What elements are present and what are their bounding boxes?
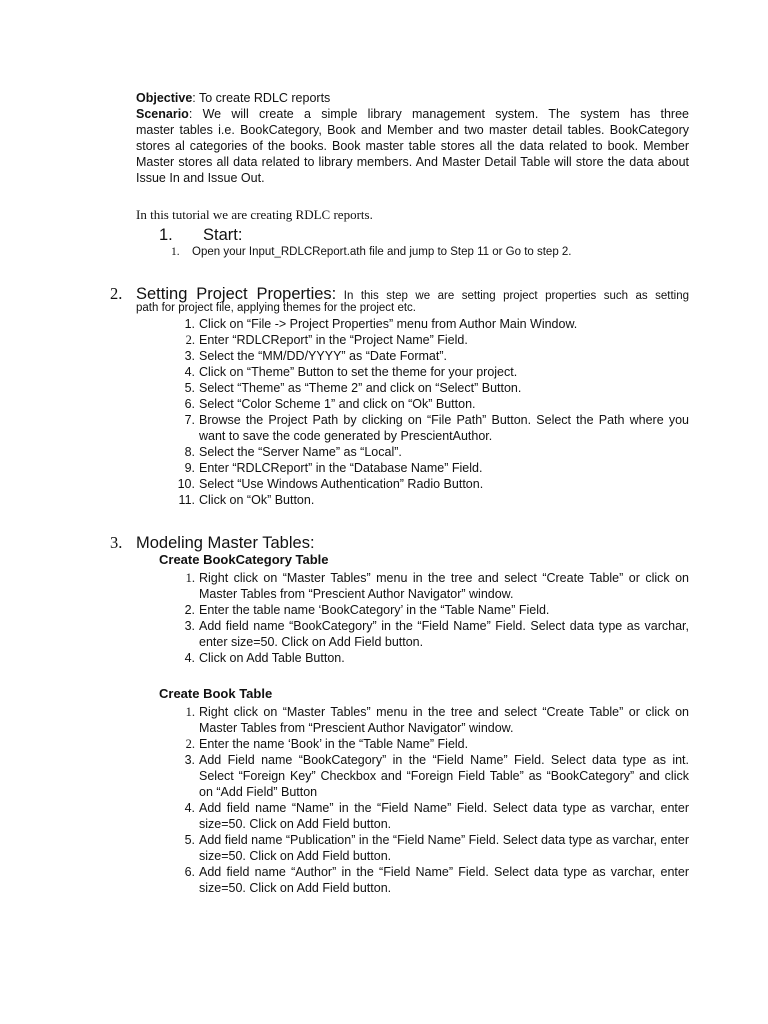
list-item <box>185 570 689 602</box>
step-number: 9. <box>184 461 195 475</box>
list-item <box>178 492 689 508</box>
list-item <box>184 348 689 364</box>
section2-number: 2. <box>110 284 123 303</box>
step-text: Select “Theme” as “Theme 2” and click on “Select” Button. <box>199 381 522 395</box>
list-item <box>184 800 689 832</box>
section2-desc-second: path for project file, applying themes for the project etc. <box>136 302 416 314</box>
section3-title: Modeling Master Tables: <box>136 534 315 552</box>
list-item <box>184 380 689 396</box>
step-number: 4. <box>184 801 195 815</box>
step-number: 7. <box>184 413 195 427</box>
step-number: 3. <box>184 753 195 767</box>
step-text: Click on “Theme” Button to set the theme for your project. <box>199 365 518 379</box>
list-item <box>184 444 689 460</box>
step-number: 1. <box>184 317 195 331</box>
tutorial-line: In this tutorial we are creating RDLC reports. <box>136 207 373 222</box>
list-item <box>184 752 689 800</box>
step-number: 2. <box>185 333 195 347</box>
section2-title: Setting Project Properties: <box>136 285 337 303</box>
list-item <box>184 364 689 380</box>
list-item <box>177 476 689 492</box>
step-text: Select “Color Scheme 1” and click on “Ok” Button. <box>199 397 476 411</box>
step-number: 1. <box>171 246 180 258</box>
step-number: 5. <box>184 833 195 847</box>
step-text: Click on “Ok” Button. <box>199 493 315 507</box>
list-item <box>184 832 689 864</box>
step-text: Right click on “Master Tables” menu in the tree and select “Create Table” or click on Master Tables from “Prescient Author Navigator” window. <box>199 705 689 735</box>
subsection-title-book: Create Book Table <box>159 686 273 701</box>
subsection-steps-bookcategory <box>184 570 689 666</box>
step-text: Add field name “Publication” in the “Field Name” Field. Select data type as varchar, enter size=50. Click on Add Field button. <box>199 833 689 863</box>
step-number: 1. <box>185 571 195 585</box>
step-number: 2. <box>184 603 195 617</box>
step-text: Enter the table name ‘BookCategory’ in the “Table Name” Field. <box>199 603 550 617</box>
step-text: Browse the Project Path by clicking on “File Path” Button. Select the Path where you want to save the code generated by PrescientAuthor. <box>199 413 689 443</box>
list-item <box>184 602 689 618</box>
step-text: Right click on “Master Tables” menu in the tree and select “Create Table” or click on Master Tables from “Prescient Author Navigator” window. <box>199 571 689 601</box>
step-text: Add field name “BookCategory” in the “Field Name” Field. Select data type as varchar, enter size=50. Click on Add Field button. <box>199 619 689 649</box>
section3-number: 3. <box>110 533 123 552</box>
subsection-steps-book <box>184 704 689 896</box>
list-item <box>184 460 689 476</box>
step-number: 6. <box>184 397 195 411</box>
step-text: Select “Use Windows Authentication” Radio Button. <box>199 477 484 491</box>
step-text: Add field name “Author” in the “Field Name” Field. Select data type as varchar, enter size=50. Click on Add Field button. <box>199 865 689 895</box>
subsection-title-bookcategory: Create BookCategory Table <box>159 552 329 567</box>
step-number: 1. <box>185 705 195 719</box>
step-number: 3. <box>184 349 195 363</box>
scenario-label: Scenario <box>136 107 189 121</box>
list-item <box>185 736 689 752</box>
list-item <box>185 704 689 736</box>
section2-desc-first: In this step we are setting project properties such as setting <box>336 290 689 302</box>
section1-number: 1. <box>159 226 173 244</box>
step-text: Enter “RDLCReport” in the “Project Name” Field. <box>199 333 468 347</box>
list-item <box>184 650 689 666</box>
step-number: 4. <box>184 651 195 665</box>
step-number: 6. <box>184 865 195 879</box>
list-item <box>184 412 689 444</box>
step-number: 11. <box>178 493 195 507</box>
step-text: Click on Add Table Button. <box>199 651 345 665</box>
list-item <box>184 618 689 650</box>
step-text: Enter “RDLCReport” in the “Database Name” Field. <box>199 461 483 475</box>
objective-text: : To create RDLC reports <box>192 91 331 105</box>
scenario-text-first: : We will create a simple library management system. The system has three <box>188 107 689 121</box>
list-item <box>184 316 689 332</box>
step-text: Open your Input_RDLCReport.ath file and jump to Step 11 or Go to step 2. <box>192 246 572 258</box>
objective-line <box>136 90 689 106</box>
step-number: 5. <box>184 381 195 395</box>
step-number: 4. <box>184 365 195 379</box>
objective-label: Objective <box>136 91 193 105</box>
step-number: 8. <box>184 445 195 459</box>
step-text: Select the “MM/DD/YYYY” as “Date Format”. <box>199 349 447 363</box>
step-text: Add Field name “BookCategory” in the “Field Name” Field. Select data type as int. Select “Foreign Key” Checkbox and “Foreign Field Table” as “BookCategory” and click on “Add Field” Button <box>199 753 689 799</box>
step-text: Select the “Server Name” as “Local”. <box>199 445 402 459</box>
step-number: 2. <box>185 737 195 751</box>
step-text: Enter the name ‘Book’ in the “Table Name” Field. <box>199 737 469 751</box>
section1-title: Start: <box>203 226 243 244</box>
list-item <box>185 332 689 348</box>
scenario-paragraph: master tables i.e. BookCategory, Book and Member and two master detail tables. BookCategory stores al categories of the books. Book master table stores all the data related to book. Member Master stores all data related to library members. And Master Detail Table will store the data about Issue In and Issue Out. <box>136 123 689 185</box>
list-item <box>184 396 689 412</box>
step-text: Click on “File -> Project Properties” menu from Author Main Window. <box>199 317 578 331</box>
scenario-line <box>136 106 689 122</box>
section2-steps <box>177 316 689 508</box>
step-number: 3. <box>184 619 195 633</box>
step-number: 10. <box>177 477 195 491</box>
step-text: Add field name “Name” in the “Field Name” Field. Select data type as varchar, enter size=50. Click on Add Field button. <box>199 801 689 831</box>
list-item <box>184 864 689 896</box>
